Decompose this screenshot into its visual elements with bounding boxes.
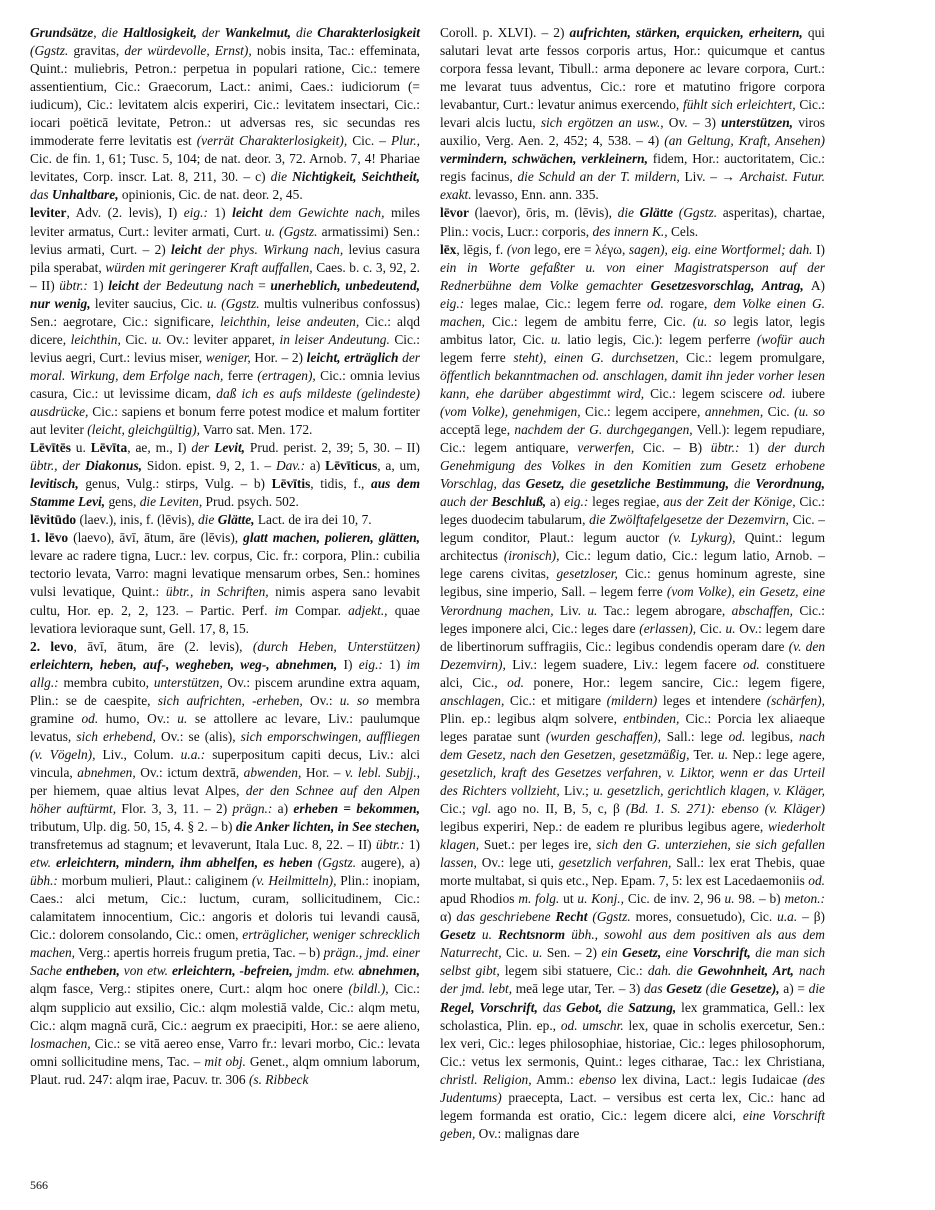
right-column: [440, 24, 825, 1143]
entry-levor: lēvor (laevor), ōris, m. (lēvis), die Glätte (Ggstz. asperitas), chartae, Plin.: vocis, Lucr.: corporis, des innern K., Cels.: [440, 205, 825, 239]
entry-1-levo: 1. lēvo (laevo), āvī, ātum, āre (lēvis), glatt machen, polieren, glätten, levare ac radere tigna, Lucr.: lev. corpus, Cic. fr.: corpora, Plin.: cubilia tectorio levata, Varro: magni levatique mensarum orbes, Sen.: homines vulsi levatique, Quint.: übtr., in Schriften, nimis aspera sano levabit cultu, Hor. ep. 2, 2, 123. – Partic. Perf. im Compar. adjekt., quae levatiora levioraque sunt, Gell. 17, 8, 15.: [30, 530, 420, 636]
entry-2-levo: 2. levo, āvī, ātum, āre (2. levis), (durch Heben, Unterstützen) erleichtern, heben, auf-, wegheben, weg-, abnehmen, I) eig.: 1) im allg.: membra cubito, unterstützen, Ov.: piscem arundine extra aquam, Plin.: se de caespite, sich aufrichten, -erheben, Ov.: u. so membra gramine od. humo, Ov.: u. se attollere ac levare, Liv.: paulumque levatus, sich erhebend, Ov.: se (alis), sich emporschwingen, auffliegen (v. Vögeln), Liv., Colum. u.a.: superpositum capiti decus, Liv.: alci vincula, abnehmen, Ov.: ictum dextrā, abwenden, Hor. – v. lebl. Subjj., per hiemem, quae altius levat Alpes, der den Schnee auf den Alpen höher auftürmt, Flor. 3, 3, 11. – 2) prägn.: a) erheben = bekommen, tributum, Ulp. dig. 50, 15, 4. § 2. – b) die Anker lichten, in See stechen, transfretemus ad stagnum; et levaverunt, Itala Luc. 8, 22. – II) übtr.: 1) etw. erleichtern, mindern, ihm abhelfen, es heben (Ggstz. augere), a) übh.: morbum mulieri, Plaut.: caliginem (v. Heilmitteln), Plin.: inopiam, Caes.: alci metum, Cic.: luctum, curam, sollicitudinem, Cic.: calamitatem innocentium, Cic.: angoris et doloris tui levandi causā, Cic.: dolorem consolando, Cic.: omen, erträglicher, weniger schrecklich machen, Verg.: apertis horreis frugum pretia, Tac. – b) prägn., jmd. einer Sache entheben, von etw. erleichtern, -befreien, jmdm. etw. abnehmen, alqm fasce, Verg.: stipites onere, Curt.: alqm hoc onere (bildl.), Cic.: alqm supplicio aut exsilio, Cic.: alqm molestiā valde, Cic.: alqm metu, Cic.: alqm magnā curā, Cic.: aegrum ex praecipiti, Hor.: se aere alieno, losmachen, Cic.: se vitā aereo ense, Varro fr.: levari morbo, Cic.: levata omni sollicitudine mens, Tac. – mit obj. Genet., alqm omnium laborum, Plaut. rud. 247: alqm irae, Pacuv. tr. 306 (s. Ribbeck: [30, 638, 421, 1087]
entry-2-levo-continued: Coroll. p. XLVI). – 2) aufrichten, stärken, erquicken, erheitern, qui salutari levat arte fessos corporis artus, Hor.: quicumque et cantus corpora fessa levant, Tibull.: arma deponere ac levare corpora, Curt.: me levarat tuus adventus, Cic.: rore et matutino frigore corpora levabantur, Curt.: levatur animus exercendo, fühlt sich erleichtert, Cic.: levari alcis luctu, sich ergötzen an usw., Ov. – 3) unterstützen, viros auxilio, Verg. Aen. 2, 452; 4, 538. – 4) (an Geltung, Kraft, Ansehen) vermindern, schwächen, verkleinern, fidem, Hor.: auctoritatem, Cic.: regis facinus, die Schuld an der T. mildern, Liv. – → Archaist. Futur. exakt. levasso, Enn. ann. 335.: [440, 25, 826, 203]
entry-levitas-continued: Grundsätze, die Haltlosigkeit, der Wankelmut, die Charakterlosigkeit (Ggstz. gravitas, der würdevolle, Ernst), nobis insita, Tac.: effeminata, Quint.: muliebris, Petron.: perpetua in populari ratione, Cic.: temere assentientium, Cic.: Graecorum, Lact.: animi, Caes.: iudiciorum (= iudicum), Cic.: levitatem alcis experiri, Cic.: levitatem insectari, Cic.: iocari poëticā levitate, Petron.: ut adversas res, sic secundas res immoderate ferre levitatis est (verrät Charakterlosigkeit), Cic. – Plur., Cic. de fin. 1, 61; Tusc. 5, 104; de nat. deor. 3, 72. Arnob. 7, 4! Phariae levitates, Corp. inscr. Lat. 8, 211, 30. – c) die Nichtigkeit, Seichtheit, das Unhaltbare, opinionis, Cic. de nat. deor. 2, 45.: [30, 25, 420, 203]
entry-lex: lēx, lēgis, f. (von lego, ere = λέγω, sagen), eig. eine Wortformel; dah. I) ein in Worte gefaßter u. von einer Magistratsperson auf der Rednerbühne dem Volke gemachter Gesetzesvorschlag, Antrag, A) eig.: leges malae, Cic.: legem ferre od. rogare, dem Volke einen G. machen, Cic.: legem de ambitu ferre, Cic. (u. so legis lator, legis ambitus lator, Cic. u. latio legis, Cic.): legem perferre (wofür auch legem ferre steht), einen G. durchsetzen, Cic.: legem promulgare, öffentlich bekanntmachen od. anschlagen, damit ihn jeder vorher lesen kann, ehe darüber abgestimmt wird, Cic.: legem sciscere od. iubere (vom Volke), genehmigen, Cic.: legem accipere, annehmen, Cic. (u. so acceptā lege, nachdem der G. durchgegangen, Vell.): legem repudiare, Cic.: legem antiquare, verwerfen, Cic. – B) übtr.: 1) der durch Genehmigung des Volkes in den Komitien zum Gesetz erhobene Vorschlag, das Gesetz, die gesetzliche Bestimmung, die Verordnung, auch der Beschluß, a) eig.: leges regiae, aus der Zeit der Könige, Cic.: leges duodecim tabularum, die Zwölftafelgesetze der Dezemvirn, Cic. – legum conditor, Plaut.: legum auctor (v. Lykurg), Quint.: legum architectus (ironisch), Cic.: legum datio, Cic.: legum latio, Arnob. – lege carens civitas, gesetzloser, Cic.: genus hominum agreste, sine legibus, sine imperio, Sall. – legem ferre (vom Volke), ein Gesetz, eine Verordnung machen, Liv. u. Tac.: legem abrogare, abschaffen, Cic.: leges imponere alci, Cic.: leges dare (erlassen), Cic. u. Ov.: legem dare de libertinorum suffragiis, Cic.: legibus condendis operam dare (v. den Dezemvirn), Liv.: legem suadere, Liv.: legem facere od. constituere alci, Cic., od. ponere, Hor.: legem sancire, Cic.: legem figere, anschlagen, Cic.: et mitigare (mildern) leges et intendere (schärfen), Plin. ep.: legibus alqm solvere, entbinden, Cic.: Porcia lex aliaeque leges paratae sunt (wurden geschaffen), Sall.: lege od. legibus, nach dem Gesetz, nach den Gesetzen, gesetzmäßig, Ter. u. Nep.: lege agere, gesetzlich, kraft des Gesetzes verfahren, v. Liktor, wenn er das Urteil des Richters vollzieht, Liv.; u. gesetzlich, gerichtlich klagen, v. Kläger, Cic.; vgl. ago no. II, B, 5, c, β (Bd. 1. S. 271): ebenso (v. Kläger) legibus experiri, Nep.: de eadem re pluribus legibus agere, wiederholt klagen, Suet.: per leges ire, sich den G. unterziehen, sie sich gefallen lassen, Ov.: lege uti, gesetzlich verfahren, Sall.: lex erat Thebis, quae morte multabat, si quis etc., Nep. Epam. 7, 5: lex est Lacedaemoniis od. apud Rhodios m. folg. ut u. Konj., Cic. de inv. 2, 96 u. 98. – b) meton.: α) das geschriebene Recht (Ggstz. mores, consuetudo), Cic. u.a. – β) Gesetz u. Rechtsnorm übh., sowohl aus dem positiven als aus dem Naturrecht, Cic. u. Sen. – 2) ein Gesetz, eine Vorschrift, die man sich selbst gibt, legem sibi statuere, Cic.: dah. die Gewohnheit, Art, nach der jmd. lebt, meā lege utar, Ter. – 3) das Gesetz (die Gesetze), a) = die Regel, Vorschrift, das Gebot, die Satzung, lex grammatica, Gell.: lex scholastica, Plin. ep., od. umschr. lex, quae in scholis exercetur, Sen.: lex veri, Cic.: leges philosophiae, historiae, Cic.: leges philosophorum, Cic.: vetus lex sermonis, Quint.: leges citharae, Tac.: lex Christiana, christl. Religion, Amm.: ebenso lex divina, Lact.: legis Iudaicae (des Judentums) praecepta, Lact. – versibus est certa lex, Cic.: hanc ad legem formanda est oratio, Cic.: legem dicere alci, eine Vorschrift geben, Ov.: malignas dare: [440, 241, 826, 1141]
page-number: 566: [30, 1178, 48, 1192]
entry-levitudo: lēvitūdo (laev.), inis, f. (lēvis), die Glätte, Lact. de ira dei 10, 7.: [30, 512, 372, 528]
entry-leviter: leviter, Adv. (2. levis), I) eig.: 1) leicht dem Gewichte nach, miles leviter armatus, Curt.: leviter armati, Curt. u. (Ggstz. armatissimi) Sen.: levius armati, Curt. – 2) leicht der phys. Wirkung nach, levius casura pila sperabat, würden mit geringerer Kraft auffallen, Caes. b. c. 3, 92, 2. – II) übtr.: 1) leicht der Bedeutung nach = unerheblich, unbedeutend, nur wenig, leviter saucius, Cic. u. (Ggstz. multis vulneribus confossus) Sen.: aegrotare, Cic.: significare, leichthin, leise andeuten, Cic.: alqd dicere, leichthin, Cic. u. Ov.: leviter apparet, in leiser Andeutung. Cic.: levius aegri, Curt.: levius miser, weniger, Hor. – 2) leicht, erträglich der moral. Wirkung, dem Erfolge nach, ferre (ertragen), Cic.: omnia levius casura, Cic.: ut levissime dicam, daß ich es aufs mildeste (gelindeste) ausdrücke, Cic.: sapiens et bonum ferre potest modice et malum fortiter aut leviter (leicht, gleichgültig), Varro sat. Men. 172.: [30, 205, 421, 438]
entry-levites: Lēvītēs u. Lēvīta, ae, m., I) der Levit, Prud. perist. 2, 39; 5, 30. – II) übtr., der Diakonus, Sidon. epist. 9, 2, 1. – Dav.: a) Lēvīticus, a, um, levitisch, genus, Vulg.: stirps, Vulg. – b) Lēvītis, tidis, f., aus dem Stamme Levi, gens, die Leviten, Prud. psych. 502.: [30, 440, 421, 510]
left-column: [30, 24, 420, 1089]
